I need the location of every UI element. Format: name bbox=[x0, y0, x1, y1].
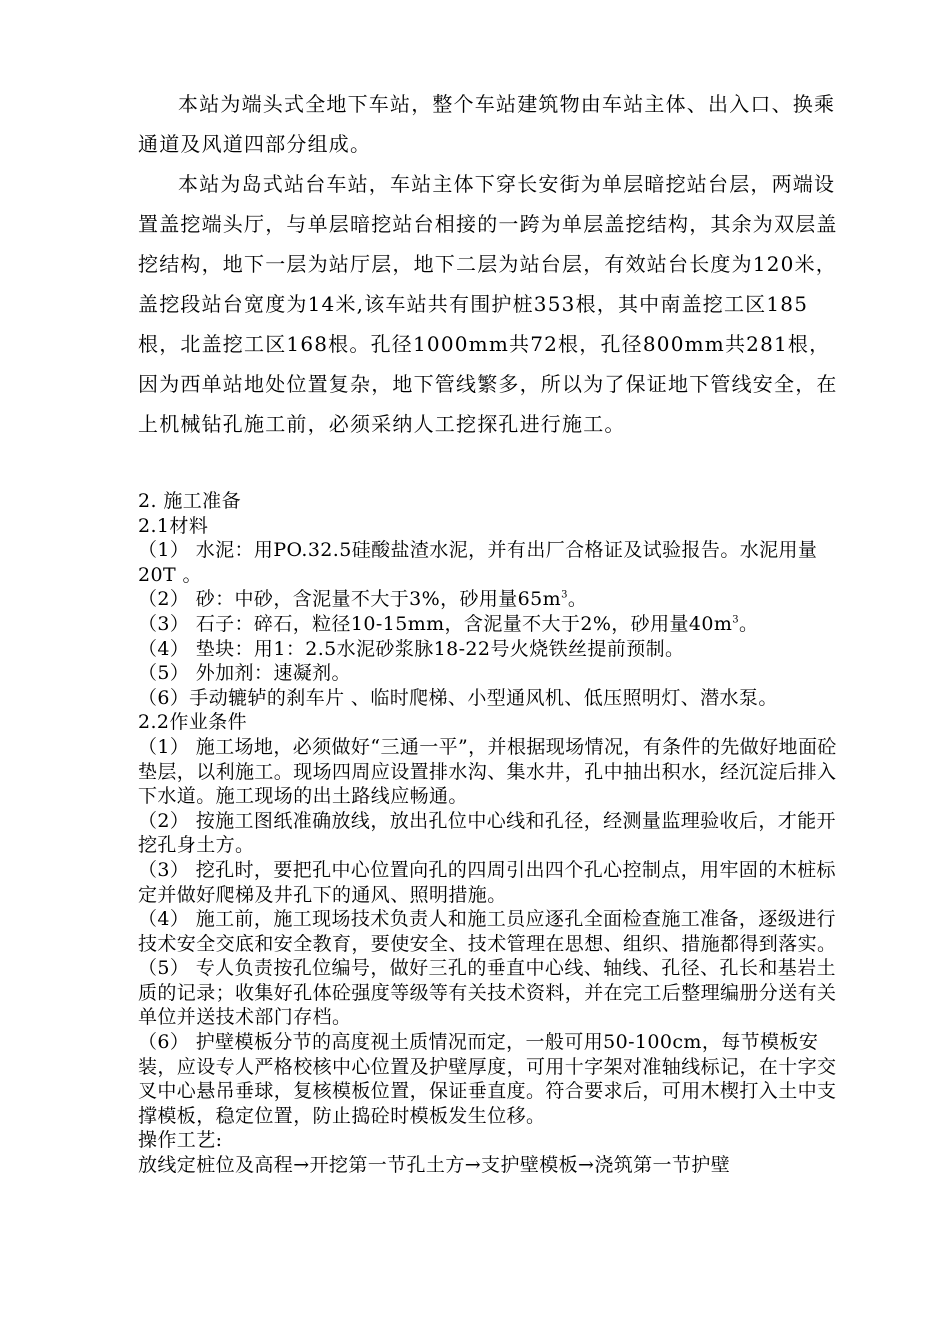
intro-paragraph-1: 本站为端头式全地下车站，整个车站建筑物由车站主体、出入口、换乘通道及风道四部分组成。 bbox=[138, 92, 836, 156]
materials-item-gravel-end: 。 bbox=[739, 612, 759, 635]
materials-item-gravel-text: （3） 石子：碎石，粒径10-15mm，含泥量不大于2%，砂用量40m bbox=[138, 612, 733, 635]
conditions-item-records: （5） 专人负责按孔位编号，做好三孔的垂直中心线、轴线、孔径、孔长和基岩土质的记录；收集好孔体砼强度等级等有关技术资料，并在完工后整理编册分送有关单位并送技术部门存档。 bbox=[138, 957, 837, 1029]
materials-item-sand bbox=[138, 587, 843, 612]
process-flow: 放线定桩位及高程→开挖第一节孔土方→支护壁模板→浇筑第一节护壁 bbox=[138, 1154, 731, 1177]
materials-heading: 2.1材料 bbox=[138, 514, 209, 537]
materials-item-equipment: （6）手动辘轳的刹车片 、临时爬梯、小型通风机、低压照明灯、潜水泵。 bbox=[138, 686, 778, 709]
materials-item-cement: （1） 水泥：用PO.32.5硅酸盐渣水泥，并有出厂合格证及试验报告。水泥用量20T 。 bbox=[138, 539, 818, 586]
conditions-heading: 2.2作业条件 bbox=[138, 711, 248, 734]
materials-item-admixture: （5） 外加剂：速凝剂。 bbox=[138, 662, 351, 685]
process-heading: 操作工艺: bbox=[138, 1129, 223, 1152]
superscript-cubed: 3 bbox=[561, 590, 568, 602]
materials-item-sand-end: 。 bbox=[567, 588, 588, 611]
conditions-item-inspection: （4） 施工前，施工现场技术负责人和施工员应逐孔全面检查施工准备，逐级进行技术安全交底和安全教育，要使安全、技术管理在思想、组织、措施都得到落实。 bbox=[138, 908, 837, 955]
materials-item-sand-text: （2） 砂：中砂，含泥量不大于3%，砂用量65m bbox=[138, 588, 562, 611]
conditions-item-formwork: （6） 护壁模板分节的高度视土质情况而定，一般可用50-100cm，每节模板安装，应设专人严格校核中心位置及护壁厚度，可用十字架对准轴线标记，在十字交叉中心悬吊垂球，复核模板位置，保证垂直度。符合要求后，可用木楔打入土中支撑模板，稳定位置，防止捣砼时模板发生位移。 bbox=[138, 1031, 837, 1127]
intro-paragraph-2: 本站为岛式站台车站，车站主体下穿长安街为单层暗挖站台层，两端设置盖挖端头厅，与单层暗挖站台相接的一跨为单层盖挖结构，其余为双层盖挖结构，地下一层为站厅层，地下二层为站台层，有效站台长度为120米，盖挖段站台宽度为14米,该车站共有围护桩353根，其中南盖挖工区185根，北盖挖工区168根。孔径1000mm共72根，孔径800mm共281根，因为西单站地处位置复杂，地下管线繁多，所以为了保证地下管线安全，在上机械钻孔施工前，必须采纳人工挖探孔进行施工。 bbox=[138, 172, 838, 436]
section-heading: 2. 施工准备 bbox=[138, 490, 241, 512]
superscript-cubed: 3 bbox=[732, 614, 740, 626]
conditions-item-control-points: （3） 挖孔时，要把孔中心位置向孔的四周引出四个孔心控制点，用牢固的木桩标定并做好爬梯及井孔下的通风、照明措施。 bbox=[138, 858, 836, 906]
conditions-item-layout: （2） 按施工图纸准确放线，放出孔位中心线和孔径，经测量监理验收后，才能开挖孔身土方。 bbox=[138, 809, 836, 857]
construction-preparation-section bbox=[138, 489, 843, 1178]
intro-section bbox=[138, 84, 838, 444]
materials-item-spacer-block: （4） 垫块：用1：2.5水泥砂浆脉18-22号火烧铁丝提前预制。 bbox=[138, 637, 685, 660]
conditions-item-site: （1） 施工场地，必须做好“三通一平”，并根据现场情况，有条件的先做好地面砼垫层，以利施工。现场四周应设置排水沟、集水井，孔中抽出积水，经沉淀后排入下水道。施工现场的出土路线应畅通。 bbox=[138, 735, 837, 808]
materials-item-gravel bbox=[138, 612, 843, 637]
